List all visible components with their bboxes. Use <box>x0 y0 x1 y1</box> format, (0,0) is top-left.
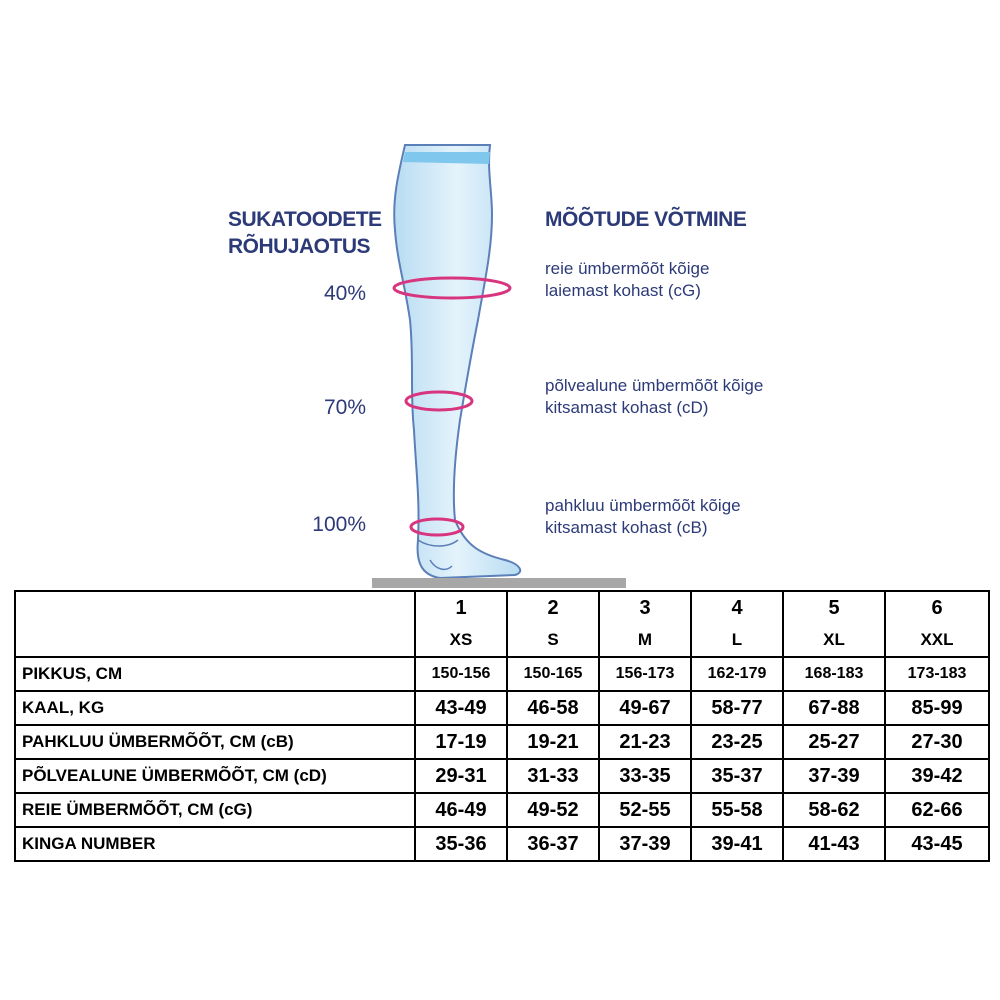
table-cell: 36-37 <box>507 827 599 861</box>
table-cell: 173-183 <box>885 657 989 691</box>
thigh-note <box>545 258 709 302</box>
table-cell: 150-165 <box>507 657 599 691</box>
size-label: S <box>507 624 599 657</box>
table-cell: 49-67 <box>599 691 691 725</box>
table-cell: 41-43 <box>783 827 885 861</box>
table-cell: 37-39 <box>599 827 691 861</box>
table-row-height <box>15 657 989 691</box>
row-label: KINGA NUMBER <box>15 827 415 861</box>
table-cell: 85-99 <box>885 691 989 725</box>
knee-note-line1: põlvealune ümbermõõt kõige <box>545 376 764 395</box>
table-cell: 27-30 <box>885 725 989 759</box>
row-label: REIE ÜMBERMÕÕT, CM (cG) <box>15 793 415 827</box>
size-label: XS <box>415 624 507 657</box>
row-label: PIKKUS, CM <box>15 657 415 691</box>
table-cell: 156-173 <box>599 657 691 691</box>
size-number: 2 <box>507 591 599 624</box>
row-label: KAAL, KG <box>15 691 415 725</box>
table-row-ankle <box>15 725 989 759</box>
size-table <box>14 590 990 862</box>
table-row-knee <box>15 759 989 793</box>
table-row-shoe <box>15 827 989 861</box>
corner-cell <box>15 591 415 657</box>
size-label: XXL <box>885 624 989 657</box>
table-cell: 39-42 <box>885 759 989 793</box>
table-cell: 49-52 <box>507 793 599 827</box>
measurement-heading: MÕÕTUDE VÕTMINE <box>545 208 747 231</box>
size-number: 1 <box>415 591 507 624</box>
ankle-note-line1: pahkluu ümbermõõt kõige <box>545 496 741 515</box>
size-number: 4 <box>691 591 783 624</box>
table-cell: 33-35 <box>599 759 691 793</box>
table-cell: 46-58 <box>507 691 599 725</box>
row-label: PAHKLUU ÜMBERMÕÕT, CM (cB) <box>15 725 415 759</box>
pressure-percent-thigh: 40% <box>323 282 366 305</box>
floor-bar <box>372 578 626 588</box>
table-cell: 58-77 <box>691 691 783 725</box>
thigh-note-line2: laiemast kohast (cG) <box>545 281 701 300</box>
pressure-heading-line2: RÕHUJAOTUS <box>228 235 371 258</box>
pressure-percent-ankle: 100% <box>312 513 366 536</box>
table-cell: 67-88 <box>783 691 885 725</box>
table-cell: 31-33 <box>507 759 599 793</box>
pressure-heading-line1: SUKATOODETE <box>228 208 382 231</box>
table-cell: 35-36 <box>415 827 507 861</box>
table-cell: 35-37 <box>691 759 783 793</box>
table-cell: 21-23 <box>599 725 691 759</box>
size-number-row <box>15 591 989 624</box>
table-cell: 17-19 <box>415 725 507 759</box>
table-cell: 19-21 <box>507 725 599 759</box>
leg-shape <box>394 145 520 578</box>
table-cell: 39-41 <box>691 827 783 861</box>
table-cell: 43-45 <box>885 827 989 861</box>
pressure-percent-knee: 70% <box>323 396 366 419</box>
stocking-top-band <box>403 152 490 164</box>
table-cell: 37-39 <box>783 759 885 793</box>
table-cell: 25-27 <box>783 725 885 759</box>
knee-note-line2: kitsamast kohast (cD) <box>545 398 709 417</box>
table-cell: 58-62 <box>783 793 885 827</box>
knee-note <box>545 375 763 419</box>
table-cell: 162-179 <box>691 657 783 691</box>
row-label: PÕLVEALUNE ÜMBERMÕÕT, CM (cD) <box>15 759 415 793</box>
size-number: 3 <box>599 591 691 624</box>
ankle-note <box>545 495 741 539</box>
size-label: M <box>599 624 691 657</box>
size-number: 6 <box>885 591 989 624</box>
ankle-note-line2: kitsamast kohast (cB) <box>545 518 708 537</box>
size-label: XL <box>783 624 885 657</box>
table-cell: 29-31 <box>415 759 507 793</box>
table-row-weight <box>15 691 989 725</box>
table-cell: 46-49 <box>415 793 507 827</box>
size-number: 5 <box>783 591 885 624</box>
table-cell: 55-58 <box>691 793 783 827</box>
table-cell: 43-49 <box>415 691 507 725</box>
table-row-thigh <box>15 793 989 827</box>
size-label: L <box>691 624 783 657</box>
table-cell: 23-25 <box>691 725 783 759</box>
pressure-heading <box>228 206 382 260</box>
table-cell: 52-55 <box>599 793 691 827</box>
table-cell: 62-66 <box>885 793 989 827</box>
thigh-note-line1: reie ümbermõõt kõige <box>545 259 710 278</box>
table-cell: 168-183 <box>783 657 885 691</box>
table-cell: 150-156 <box>415 657 507 691</box>
